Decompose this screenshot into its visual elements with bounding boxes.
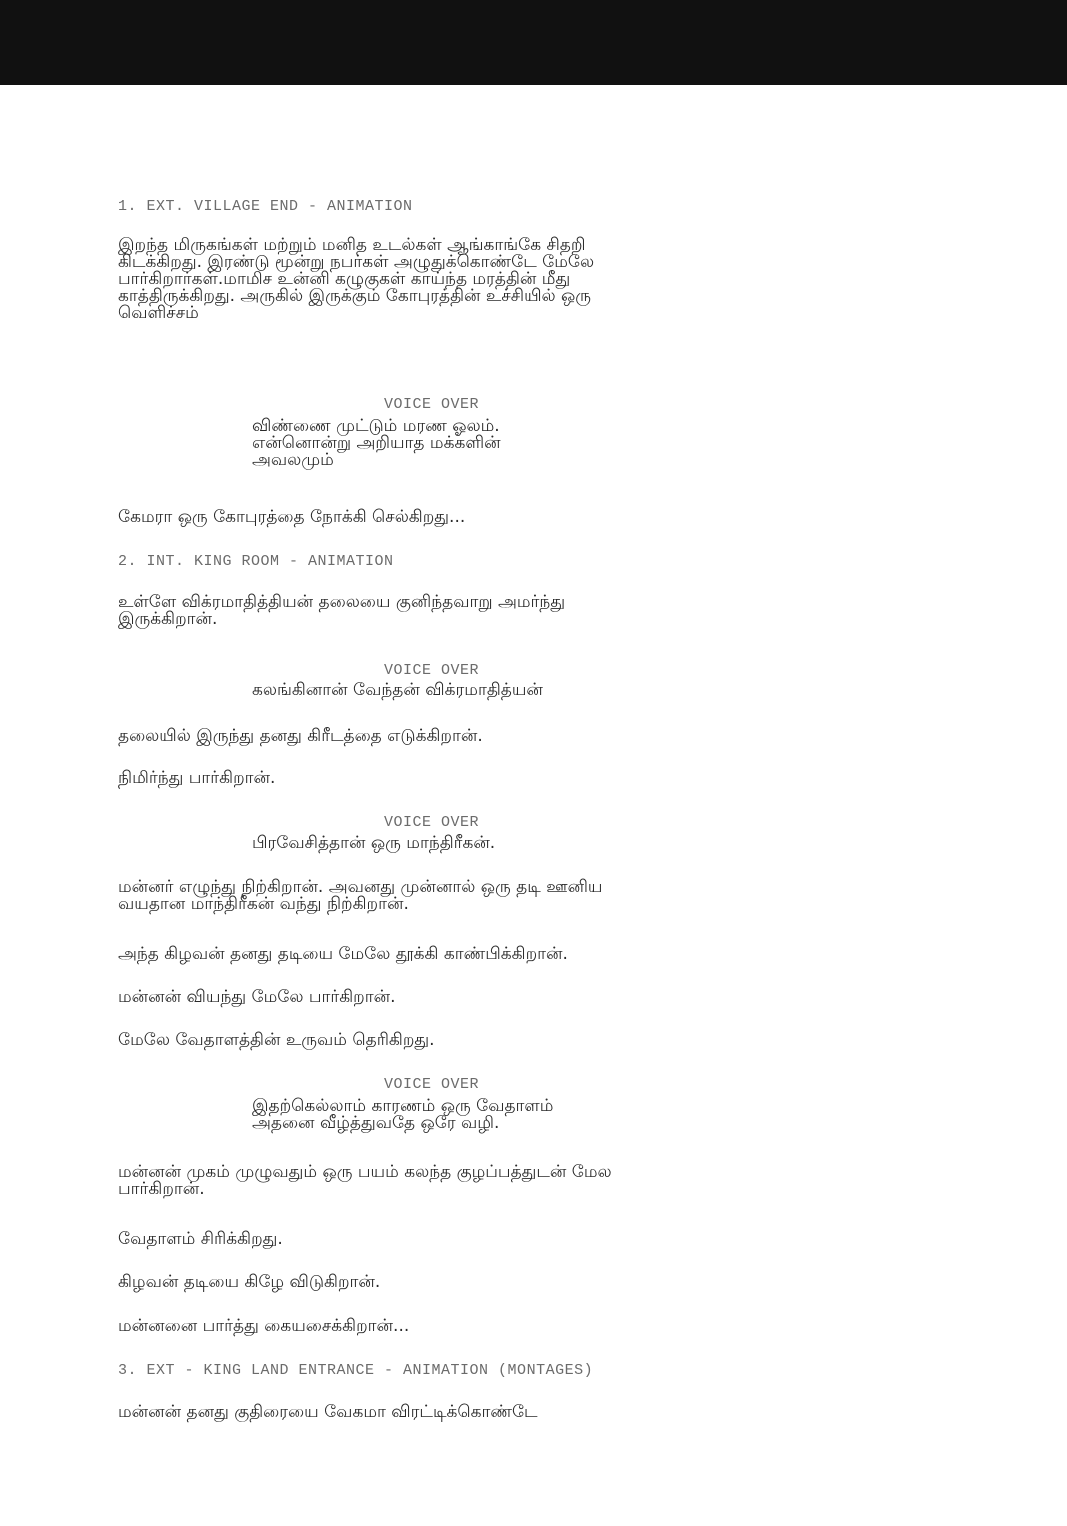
- voice-over-label: VOICE OVER: [384, 814, 480, 831]
- scene-heading: 2. INT. KING ROOM - ANIMATION: [118, 553, 394, 570]
- action-paragraph: [118, 1164, 612, 1198]
- dialogue-line: பிரவேசித்தான் ஒரு மாந்திரீகன்.: [252, 833, 496, 853]
- dialogue-line: என்னொன்று அறியாத மக்களின்: [252, 433, 501, 453]
- action-paragraph: அந்த கிழவன் தனது தடியை மேலே தூக்கி காண்பிக்கிறான்.: [118, 944, 568, 964]
- action-line: வயதான மாந்திரீகன் வந்து நிற்கிறான்.: [118, 894, 409, 914]
- action-paragraph: நிமிர்ந்து பார்கிறான்.: [118, 768, 276, 788]
- action-line: கிடக்கிறது. இரண்டு மூன்று நபர்கள் அழுதுக்கொண்டே மேலே: [118, 252, 595, 272]
- scene-heading: 1. EXT. VILLAGE END - ANIMATION: [118, 198, 413, 215]
- action-line: காத்திருக்கிறது. அருகில் இருக்கும் கோபுரத்தின் உச்சியில் ஒரு: [118, 286, 592, 306]
- dialogue-line: இதற்கெல்லாம் காரணம் ஒரு வேதாளம்: [252, 1096, 554, 1116]
- action-line: வெளிச்சம்: [118, 303, 199, 323]
- action-line: இருக்கிறான்.: [118, 609, 218, 629]
- dialogue-block: [252, 1098, 553, 1132]
- action-paragraph: மன்னன் வியந்து மேலே பார்கிறான்.: [118, 987, 396, 1007]
- action-paragraph: மன்னன் தனது குதிரையை வேகமா விரட்டிக்கொண்டே: [118, 1402, 538, 1422]
- action-paragraph: [118, 237, 594, 322]
- action-paragraph: மன்னனை பார்த்து கையசைக்கிறான்...: [118, 1316, 410, 1336]
- scene-heading: 3. EXT - KING LAND ENTRANCE - ANIMATION (MONTAGES): [118, 1362, 594, 1379]
- action-line: மன்னர் எழுந்து நிற்கிறான். அவனது முன்னால் ஒரு தடி ஊனிய: [118, 877, 603, 897]
- action-line: மன்னன் முகம் முழுவதும் ஒரு பயம் கலந்த குழப்பத்துடன் மேல: [118, 1162, 612, 1182]
- action-line: இறந்த மிருகங்கள் மற்றும் மனித உடல்கள் ஆங்காங்கே சிதறி: [118, 235, 586, 255]
- top-bar: [0, 0, 1067, 85]
- voice-over-label: VOICE OVER: [384, 1076, 480, 1093]
- action-paragraph: [118, 879, 603, 913]
- script-page: [0, 85, 1067, 1526]
- voice-over-label: VOICE OVER: [384, 396, 480, 413]
- action-line: உள்ளே விக்ரமாதித்தியன் தலையை குனிந்தவாறு அமர்ந்து: [118, 592, 566, 612]
- action-line: பார்கிறான்.: [118, 1179, 205, 1199]
- action-paragraph: மேலே வேதாளத்தின் உருவம் தெரிகிறது.: [118, 1030, 435, 1050]
- voice-over-label: VOICE OVER: [384, 662, 480, 679]
- action-paragraph: தலையில் இருந்து தனது கிரீடத்தை எடுக்கிறான்.: [118, 726, 483, 746]
- dialogue-line: அதனை வீழ்த்துவதே ஒரே வழி.: [252, 1113, 500, 1133]
- dialogue-line: கலங்கினான் வேந்தன் விக்ரமாதித்யன்: [252, 680, 543, 700]
- dialogue-line: விண்ணை முட்டும் மரண ஓலம்.: [252, 416, 500, 436]
- action-paragraph: வேதாளம் சிரிக்கிறது.: [118, 1229, 283, 1249]
- action-paragraph: [118, 594, 565, 628]
- dialogue-line: அவலமும்: [252, 450, 334, 470]
- action-paragraph: கேமரா ஒரு கோபுரத்தை நோக்கி செல்கிறது...: [118, 507, 466, 527]
- action-paragraph: கிழவன் தடியை கிழே விடுகிறான்.: [118, 1272, 381, 1292]
- action-line: பார்கிறார்கள்.மாமிச உன்னி கழுகுகள் காய்ந்த மரத்தின் மீது: [118, 269, 571, 289]
- dialogue-block: [252, 418, 501, 469]
